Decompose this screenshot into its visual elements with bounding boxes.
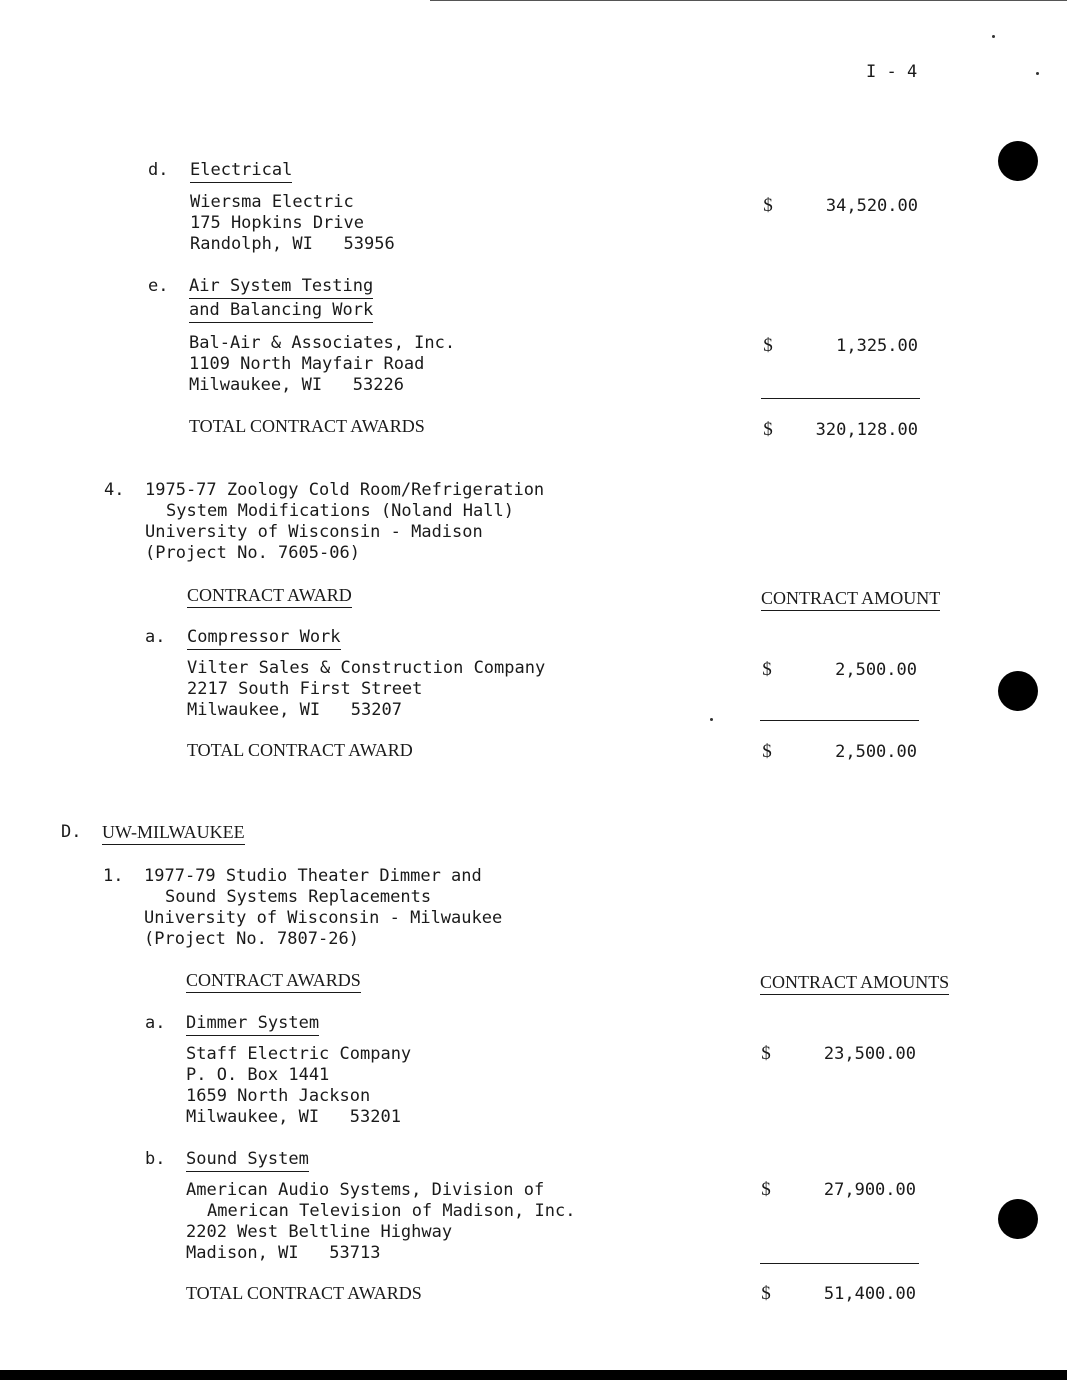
scan-speck <box>1036 72 1039 75</box>
contractor-name-line-2: American Television of Madison, Inc. <box>207 1201 576 1221</box>
project-title-line-2: System Modifications (Noland Hall) <box>166 501 514 521</box>
total-amount: 320,128.00 <box>815 420 918 440</box>
contract-amount: 2,500.00 <box>835 660 917 680</box>
item-title: Dimmer System <box>186 1013 319 1036</box>
contractor-name: Bal-Air & Associates, Inc. <box>189 333 456 353</box>
total-amount: 2,500.00 <box>835 742 917 762</box>
currency-symbol: $ <box>761 1283 771 1304</box>
sum-rule <box>761 398 920 399</box>
contract-amount: 27,900.00 <box>823 1180 916 1200</box>
total-amount: 51,400.00 <box>823 1284 916 1304</box>
project-title: 1977-79 Studio Theater Dimmer and <box>144 866 482 886</box>
project-title-line-2: Sound Systems Replacements <box>165 887 432 907</box>
currency-symbol: $ <box>763 195 773 216</box>
currency-symbol: $ <box>762 659 772 680</box>
item-letter: a. <box>145 1013 166 1033</box>
contractor-city-line: Randolph, WI 53956 <box>190 234 395 254</box>
currency-symbol: $ <box>763 419 773 440</box>
item-title: Sound System <box>186 1149 309 1172</box>
page-number: I - 4 <box>866 62 918 82</box>
contract-amount-header: CONTRACT AMOUNT <box>761 588 940 611</box>
scan-bottom-edge <box>0 1370 1067 1380</box>
sum-rule <box>760 720 919 721</box>
project-number: 1. <box>103 866 124 886</box>
item-title: Electrical <box>190 160 292 183</box>
currency-symbol: $ <box>761 1043 771 1064</box>
contractor-address-line: 175 Hopkins Drive <box>190 213 364 233</box>
project-title: 1975-77 Zoology Cold Room/Refrigeration <box>145 480 545 500</box>
contractor-city-line: Milwaukee, WI 53207 <box>187 700 402 720</box>
contractor-name: Vilter Sales & Construction Company <box>187 658 546 678</box>
item-letter: e. <box>148 276 169 296</box>
item-title: Compressor Work <box>187 627 341 650</box>
contract-amount: 1,325.00 <box>836 336 918 356</box>
contract-amount: 34,520.00 <box>825 196 918 216</box>
currency-symbol: $ <box>761 1179 771 1200</box>
item-letter: d. <box>148 160 169 180</box>
section-title: UW-MILWAUKEE <box>102 822 245 845</box>
project-id: (Project No. 7807-26) <box>144 929 359 949</box>
contract-award-header: CONTRACT AWARD <box>187 585 352 608</box>
contractor-city-line: Madison, WI 53713 <box>186 1243 381 1263</box>
item-letter: a. <box>145 627 166 647</box>
item-title-line-2: and Balancing Work <box>189 300 373 323</box>
binder-hole-bottom <box>998 1199 1038 1239</box>
item-title: Air System Testing <box>189 276 373 299</box>
project-institution: University of Wisconsin - Milwaukee <box>144 908 503 928</box>
contract-awards-header: CONTRACT AWARDS <box>186 970 361 993</box>
contract-amounts-header: CONTRACT AMOUNTS <box>760 972 949 995</box>
sum-rule <box>760 1263 919 1264</box>
contractor-address-line: 1109 North Mayfair Road <box>189 354 425 374</box>
contractor-city-line: Milwaukee, WI 53226 <box>189 375 404 395</box>
contractor-po-box: P. O. Box 1441 <box>186 1065 330 1085</box>
section-letter: D. <box>61 822 82 842</box>
binder-hole-middle <box>998 671 1038 711</box>
total-label: TOTAL CONTRACT AWARDS <box>186 1283 422 1303</box>
contractor-name: Wiersma Electric <box>190 192 354 212</box>
scan-speck <box>992 35 995 38</box>
contractor-city-line: Milwaukee, WI 53201 <box>186 1107 401 1127</box>
project-id: (Project No. 7605-06) <box>145 543 360 563</box>
currency-symbol: $ <box>762 741 772 762</box>
contractor-address-line: 2202 West Beltline Highway <box>186 1222 453 1242</box>
item-letter: b. <box>145 1149 166 1169</box>
binder-hole-top <box>998 141 1038 181</box>
project-number: 4. <box>104 480 125 500</box>
scan-speck <box>710 718 713 721</box>
total-label: TOTAL CONTRACT AWARD <box>187 740 413 760</box>
contractor-address-line: 1659 North Jackson <box>186 1086 371 1106</box>
contractor-name: Staff Electric Company <box>186 1044 412 1064</box>
total-label: TOTAL CONTRACT AWARDS <box>189 416 425 436</box>
project-institution: University of Wisconsin - Madison <box>145 522 483 542</box>
scan-edge-line <box>430 0 1067 1</box>
contract-amount: 23,500.00 <box>823 1044 916 1064</box>
contractor-name: American Audio Systems, Division of <box>186 1180 545 1200</box>
currency-symbol: $ <box>763 335 773 356</box>
contractor-address-line: 2217 South First Street <box>187 679 423 699</box>
